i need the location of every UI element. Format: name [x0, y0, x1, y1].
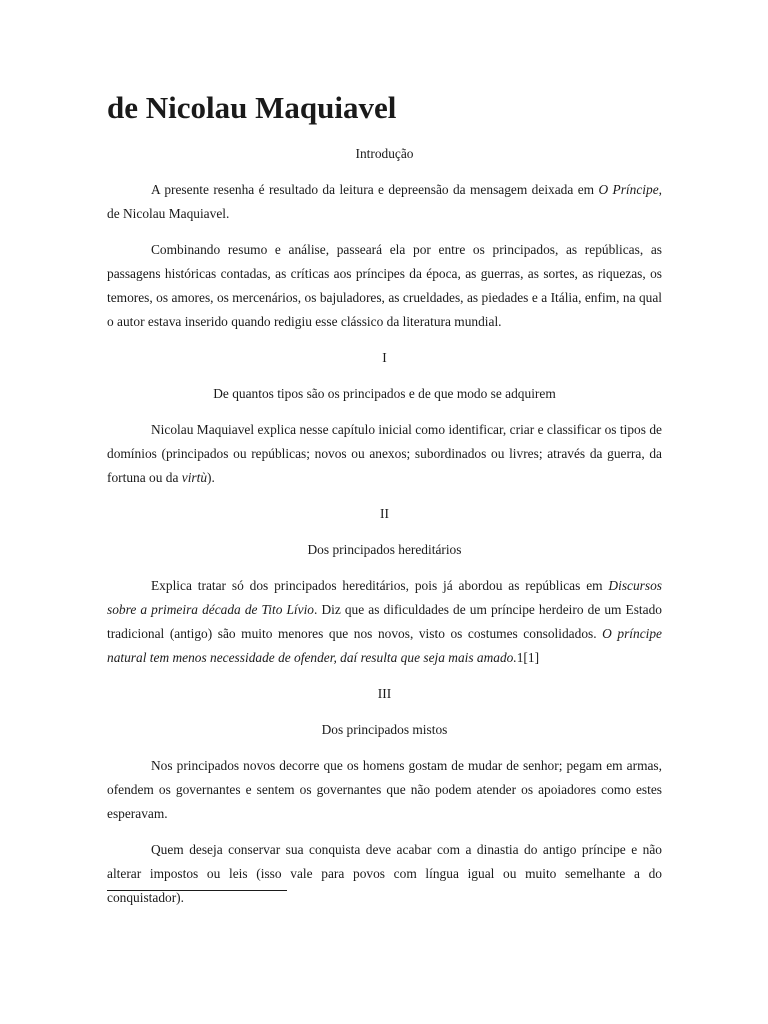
quote-italic: O príncipe natural tem menos necessidade de ofender, daí resulta que seja mais amado.	[107, 626, 662, 665]
chapter-numeral-3: III	[377, 686, 392, 701]
text-run: , de Nicolau Maquiavel.	[107, 182, 662, 221]
chapter-numeral-1: I	[382, 350, 387, 365]
book-title-italic: O Príncipe	[598, 182, 659, 197]
chapter3-paragraph-2: Quem deseja conservar sua conquista deve acabar com a dinastia do antigo príncipe e não alterar impostos ou leis (isso vale para povos com língua igual ou muito semelhante a do conquistador).	[107, 842, 662, 905]
document-title: de Nicolau Maquiavel	[107, 90, 397, 125]
chapter-title-2: Dos principados hereditários	[307, 542, 462, 557]
chapter-numeral-2: II	[380, 506, 389, 521]
footnote-reference: 1[1]	[516, 650, 540, 665]
text-run: Explica tratar só dos principados hereditários, pois já abordou as repúblicas em	[151, 578, 609, 593]
italic-term: virtù	[181, 470, 208, 485]
text-run: ).	[207, 470, 215, 485]
chapter-title-3: Dos principados mistos	[321, 722, 448, 737]
text-run: Nicolau Maquiavel explica nesse capítulo inicial como identificar, criar e classificar os tipos de domínios (principados ou repúblicas; novos ou anexos; subordinados ou livres; através da guerra, da fortuna ou da	[107, 422, 662, 485]
document-body	[107, 142, 662, 922]
text-run: . Diz que as dificuldades de um príncipe herdeiro de um Estado tradicional (antigo) são muito menores que nos novos, visto os costumes consolidados.	[107, 602, 662, 641]
intro-paragraph-1	[107, 178, 662, 226]
text-run: A presente resenha é resultado da leitura e depreensão da mensagem deixada em	[151, 182, 599, 197]
intro-paragraph-2: Combinando resumo e análise, passeará ela por entre os principados, as repúblicas, as passagens históricas contadas, as críticas aos príncipes da época, as guerras, as sortes, as riquezas, os temores, os amores, os mercenários, os bajuladores, as crueldades, as piedades e a Itália, enfim, na qual o autor estava inserido quando redigiu esse clássico da literatura mundial.	[107, 242, 662, 329]
book-title-italic: Discursos sobre a primeira década de Tito Lívio	[107, 578, 662, 617]
section-heading-introducao: Introdução	[355, 146, 414, 161]
chapter1-paragraph-1	[107, 418, 662, 490]
chapter2-paragraph-1	[107, 574, 662, 670]
chapter3-paragraph-1: Nos principados novos decorre que os homens gostam de mudar de senhor; pegam em armas, ofendem os governantes e sentem os governantes que não podem atender os apoiadores como estes esperavam.	[107, 758, 662, 821]
footnote-separator	[107, 890, 287, 891]
chapter-title-1: De quantos tipos são os principados e de que modo se adquirem	[213, 386, 556, 401]
